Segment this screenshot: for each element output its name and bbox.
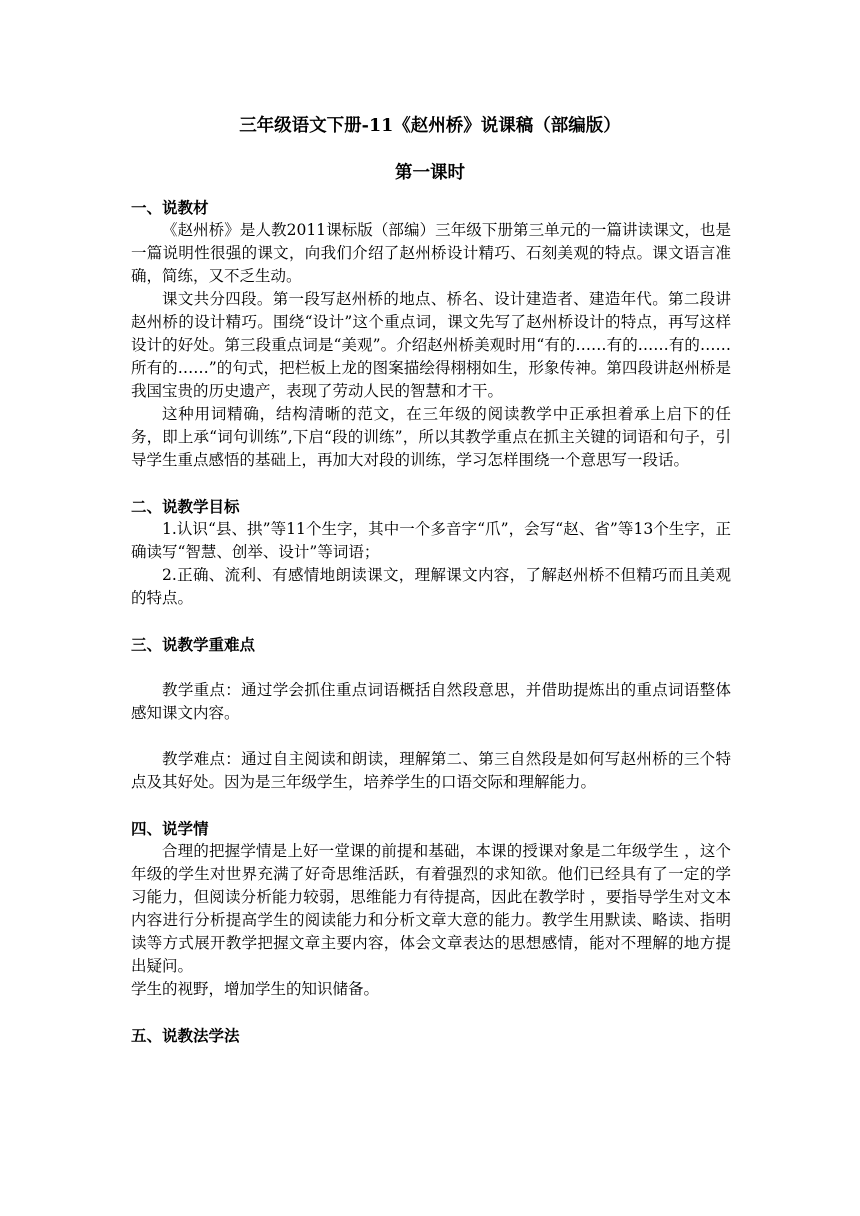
spacer bbox=[131, 656, 731, 679]
spacer bbox=[131, 725, 731, 748]
document-subtitle: 第一课时 bbox=[395, 163, 465, 183]
section-student-analysis bbox=[131, 817, 731, 1001]
paragraph: 《赵州桥》是人教2011课标版（部编）三年级下册第三单元的一篇讲读课文，也是一篇说明性很强的课文，向我们介绍了赵州桥设计精巧、石刻美观的特点。课文语言准确，简练，又不乏生动。 bbox=[131, 221, 731, 285]
section-textbook bbox=[131, 196, 731, 472]
paragraph: 2.正确、流利、有感情地朗读课文，理解课文内容，了解赵州桥不但精巧而且美观的特点。 bbox=[131, 566, 731, 607]
paragraph: 课文共分四段。第一段写赵州桥的地点、桥名、设计建造者、建造年代。第二段讲赵州桥的设计精巧。围绕“设计”这个重点词，课文先写了赵州桥设计的特点，再写这样设计的好处。第三段重点词是“美观”。介绍赵州桥美观时用“有的……有的……有的……所有的……”的句式，把栏板上龙的图案描绘得栩栩如生，形象传神。第四段讲赵州桥是我国宝贵的历史遗产，表现了劳动人民的智慧和才干。 bbox=[131, 290, 731, 400]
paragraph: 1.认识“县、拱”等11个生字，其中一个多音字“爪”，会写“赵、省”等13个生字，正确读写“智慧、创举、设计”等词语； bbox=[131, 520, 731, 561]
paragraph: 这种用词精确，结构清晰的范文，在三年级的阅读教学中正承担着承上启下的任务，即上承“词句训练”,下启“段的训练”，所以其教学重点在抓主关键的词语和句子，引导学生重点感悟的基础上，再加大对段的训练，学习怎样围绕一个意思写一段话。 bbox=[131, 405, 731, 469]
spacer bbox=[131, 472, 731, 495]
spacer bbox=[131, 1001, 731, 1024]
section-heading: 五、说教法学法 bbox=[131, 1026, 240, 1045]
section-heading: 一、说教材 bbox=[131, 198, 209, 217]
section-heading: 四、说学情 bbox=[131, 819, 209, 838]
paragraph: 教学难点：通过自主阅读和朗读，理解第二、第三自然段是如何写赵州桥的三个特点及其好处。因为是三年级学生，培养学生的口语交际和理解能力。 bbox=[131, 750, 731, 791]
section-key-points bbox=[131, 633, 731, 794]
section-teaching-methods bbox=[131, 1024, 731, 1047]
section-heading: 三、说教学重难点 bbox=[131, 635, 256, 654]
spacer bbox=[131, 610, 731, 633]
section-heading: 二、说教学目标 bbox=[131, 497, 240, 516]
section-teaching-goals bbox=[131, 495, 731, 610]
paragraph: 教学重点：通过学会抓住重点词语概括自然段意思，并借助提炼出的重点词语整体感知课文内容。 bbox=[131, 681, 731, 722]
paragraph: 学生的视野，增加学生的知识储备。 bbox=[131, 980, 380, 998]
document-title: 三年级语文下册-11《赵州桥》说课稿（部编版） bbox=[239, 116, 621, 136]
document-body bbox=[131, 196, 731, 1047]
paragraph: 合理的把握学情是上好一堂课的前提和基础，本课的授课对象是二年级学生 ，这个年级的学生对世界充满了好奇思维活跃，有着强烈的求知欲。他们已经具有了一定的学习能力，但阅读分析能力较弱，思维能力有待提高，因此在教学时 ，要指导学生对文本内容进行分析提高学生的阅读能力和分析文章大意的能力。教学生用默读、略读、指明读等方式展开教学把握文章主要内容，体会文章表达的思想感情，能对不理解的地方提出疑问。 bbox=[131, 842, 731, 975]
spacer bbox=[131, 794, 731, 817]
